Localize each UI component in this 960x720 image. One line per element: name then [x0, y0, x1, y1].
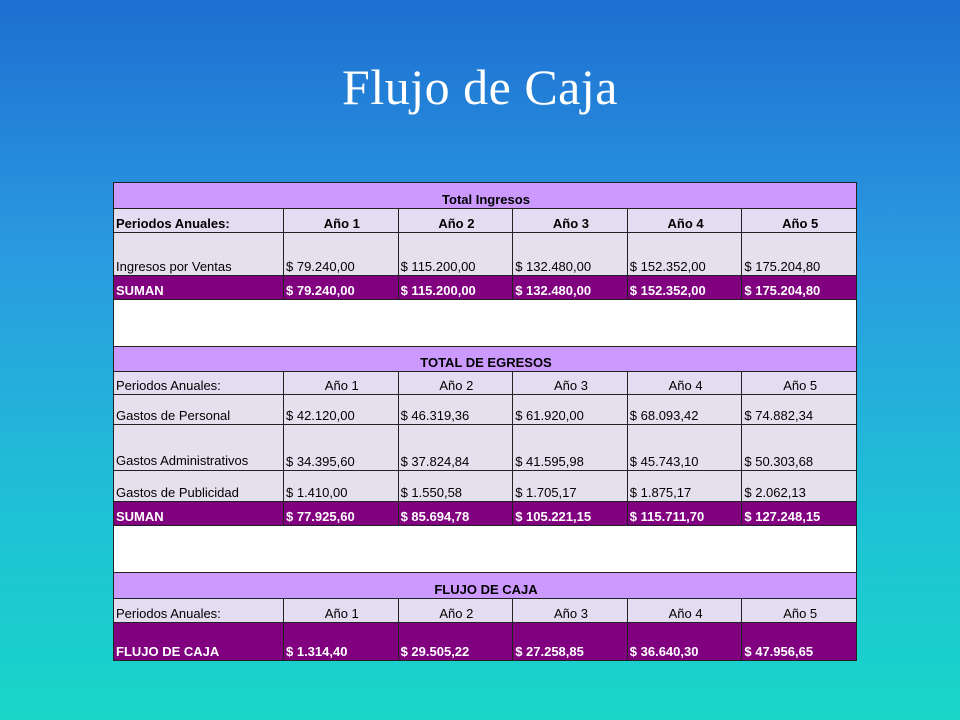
row-label: Ingresos por Ventas: [114, 233, 284, 276]
table-row: [114, 471, 857, 502]
value-cell: $ 152.352,00: [627, 233, 742, 276]
value-cell: $ 68.093,42: [627, 395, 742, 425]
flujo-cell: $ 36.640,30: [627, 623, 742, 661]
spacer-row: [114, 526, 857, 573]
table-row: [114, 395, 857, 425]
value-cell: $ 50.303,68: [742, 425, 857, 471]
flujo-cell: $ 1.314,40: [284, 623, 399, 661]
value-cell: $ 1.410,00: [284, 471, 399, 502]
year-header: Año 4: [627, 372, 742, 395]
row-label: Gastos Administrativos: [114, 425, 284, 471]
year-header: Año 5: [742, 209, 857, 233]
year-header: Año 1: [284, 372, 399, 395]
year-header: Año 3: [513, 372, 628, 395]
flujo-cell: $ 27.258,85: [513, 623, 628, 661]
value-cell: $ 79.240,00: [284, 233, 399, 276]
sum-label: SUMAN: [114, 276, 284, 300]
year-header: Año 1: [284, 599, 399, 623]
year-header: Año 2: [398, 209, 513, 233]
slide-title: Flujo de Caja: [342, 59, 618, 115]
year-header: Año 2: [398, 372, 513, 395]
flujo-label: FLUJO DE CAJA: [114, 623, 284, 661]
row-label: Gastos de Personal: [114, 395, 284, 425]
flujo-cell: $ 47.956,65: [742, 623, 857, 661]
value-cell: $ 1.705,17: [513, 471, 628, 502]
value-cell: $ 132.480,00: [513, 233, 628, 276]
flujo-cell: $ 29.505,22: [398, 623, 513, 661]
year-header: Año 3: [513, 599, 628, 623]
year-header: Año 1: [284, 209, 399, 233]
value-cell: $ 46.319,36: [398, 395, 513, 425]
sum-cell: $ 127.248,15: [742, 502, 857, 526]
cash-flow-table: [113, 182, 857, 661]
value-cell: $ 74.882,34: [742, 395, 857, 425]
value-cell: $ 175.204,80: [742, 233, 857, 276]
sum-cell: $ 152.352,00: [627, 276, 742, 300]
sum-cell: $ 115.711,70: [627, 502, 742, 526]
sum-cell: $ 132.480,00: [513, 276, 628, 300]
period-label: Periodos Anuales:: [114, 372, 284, 395]
sum-label: SUMAN: [114, 502, 284, 526]
flujo-header-row: [114, 599, 857, 623]
value-cell: $ 45.743,10: [627, 425, 742, 471]
value-cell: $ 1.875,17: [627, 471, 742, 502]
sum-cell: $ 85.694,78: [398, 502, 513, 526]
sum-cell: $ 79.240,00: [284, 276, 399, 300]
year-header: Año 5: [742, 599, 857, 623]
ingresos-header-row: [114, 209, 857, 233]
value-cell: $ 61.920,00: [513, 395, 628, 425]
value-cell: $ 1.550,58: [398, 471, 513, 502]
value-cell: $ 42.120,00: [284, 395, 399, 425]
table-row: [114, 233, 857, 276]
sum-row: [114, 276, 857, 300]
spacer-row: [114, 300, 857, 347]
sum-cell: $ 77.925,60: [284, 502, 399, 526]
row-label: Gastos de Publicidad: [114, 471, 284, 502]
period-label: Periodos Anuales:: [114, 209, 284, 233]
value-cell: $ 41.595,98: [513, 425, 628, 471]
sum-row: [114, 502, 857, 526]
year-header: Año 2: [398, 599, 513, 623]
value-cell: $ 115.200,00: [398, 233, 513, 276]
value-cell: $ 34.395,60: [284, 425, 399, 471]
year-header: Año 3: [513, 209, 628, 233]
flujo-band: FLUJO DE CAJA: [114, 573, 857, 599]
flujo-result-row: [114, 623, 857, 661]
ingresos-band: Total Ingresos: [114, 183, 857, 209]
year-header: Año 5: [742, 372, 857, 395]
value-cell: $ 37.824,84: [398, 425, 513, 471]
egresos-header-row: [114, 372, 857, 395]
value-cell: $ 2.062,13: [742, 471, 857, 502]
period-label: Periodos Anuales:: [114, 599, 284, 623]
table-row: [114, 425, 857, 471]
egresos-band: TOTAL DE EGRESOS: [114, 347, 857, 372]
year-header: Año 4: [627, 599, 742, 623]
sum-cell: $ 115.200,00: [398, 276, 513, 300]
year-header: Año 4: [627, 209, 742, 233]
sum-cell: $ 175.204,80: [742, 276, 857, 300]
sum-cell: $ 105.221,15: [513, 502, 628, 526]
